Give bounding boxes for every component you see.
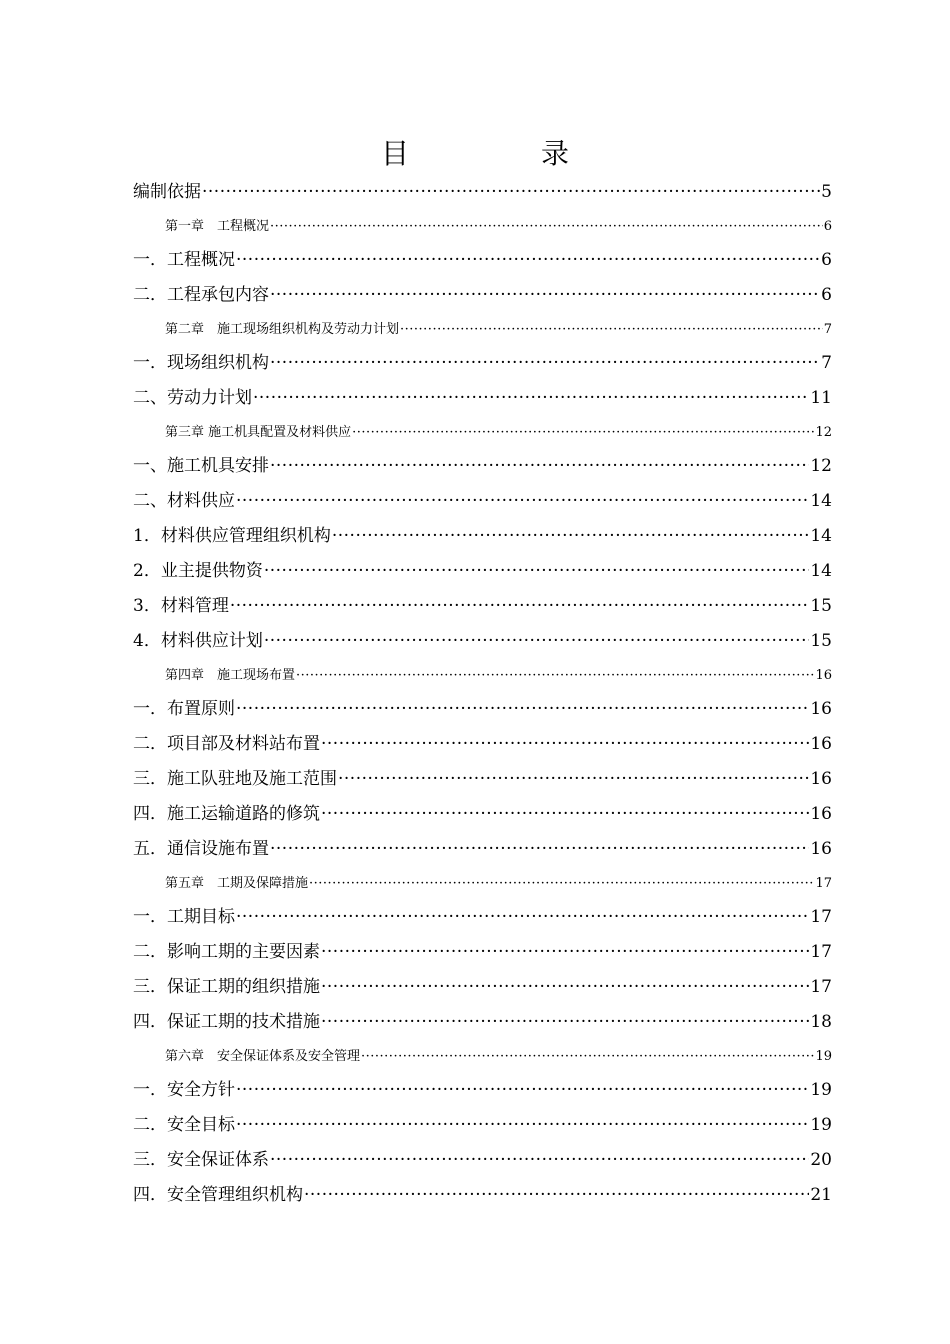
toc-entry-page-number: 15 (810, 631, 832, 651)
toc-leader-dots (338, 764, 809, 794)
toc-leader-dots (236, 1110, 809, 1140)
toc-entry-page-number: 12 (815, 425, 832, 440)
toc-entry-page-number: 16 (810, 804, 832, 824)
toc-leader-dots (321, 1007, 809, 1037)
toc-entry-label: 第四章 施工现场布置 (165, 668, 296, 683)
toc-leader-dots (236, 486, 809, 516)
toc-entry-label: 一．现场组织机构 (133, 353, 269, 373)
toc-entry-page-number: 16 (815, 668, 832, 683)
toc-entry-page-number: 19 (810, 1115, 832, 1135)
toc-entry-label: 二、劳动力计划 (133, 388, 252, 408)
toc-entry-label: 2．业主提供物资 (133, 561, 263, 581)
toc-entry-label: 1．材料供应管理组织机构 (133, 526, 331, 546)
toc-chapter-entry[interactable] (133, 661, 832, 694)
toc-entry-label: 第六章 安全保证体系及安全管理 (165, 1049, 361, 1064)
toc-entry-page-number: 14 (810, 491, 832, 511)
toc-entry[interactable] (133, 937, 832, 972)
toc-entry-page-number: 6 (823, 219, 832, 234)
toc-entry-page-number: 16 (810, 699, 832, 719)
toc-entry-label: 3．材料管理 (133, 596, 229, 616)
toc-leader-dots (236, 694, 809, 724)
toc-entry[interactable] (133, 1145, 832, 1180)
toc-leader-dots (264, 556, 810, 586)
toc-entry-label: 第五章 工期及保障措施 (165, 876, 309, 891)
toc-entry-label: 一．安全方针 (133, 1080, 235, 1100)
toc-entry[interactable] (133, 972, 832, 1007)
toc-leader-dots (236, 902, 809, 932)
toc-entry-label: 第三章 施工机具配置及材料供应 (165, 425, 352, 440)
toc-entry-label: 一．工程概况 (133, 250, 235, 270)
toc-entry-label: 二．工程承包内容 (133, 285, 269, 305)
toc-entry-label: 4．材料供应计划 (133, 631, 263, 651)
toc-leader-dots (270, 348, 820, 378)
toc-leader-dots (321, 729, 809, 759)
toc-leader-dots (321, 972, 809, 1002)
toc-entry-label: 一．工期目标 (133, 907, 235, 927)
toc-entry-label: 一．布置原则 (133, 699, 235, 719)
toc-entry-page-number: 21 (810, 1185, 832, 1205)
toc-entry-page-number: 16 (810, 839, 832, 859)
toc-leader-dots (230, 591, 810, 621)
toc-entry-page-number: 6 (821, 285, 832, 305)
toc-entry[interactable] (133, 729, 832, 764)
toc-entry[interactable] (133, 521, 832, 556)
toc-leader-dots (361, 1042, 814, 1072)
toc-chapter-entry[interactable] (133, 418, 832, 451)
toc-leader-dots (309, 869, 814, 899)
toc-chapter-entry[interactable] (133, 1042, 832, 1075)
toc-entry-page-number: 20 (810, 1150, 832, 1170)
toc-entry[interactable] (133, 902, 832, 937)
toc-entry[interactable] (133, 764, 832, 799)
toc-entry[interactable] (133, 556, 832, 591)
toc-entry-label: 二．安全目标 (133, 1115, 235, 1135)
toc-entry-page-number: 11 (810, 388, 832, 408)
toc-leader-dots (321, 937, 809, 967)
toc-entry-page-number: 19 (815, 1049, 832, 1064)
toc-leader-dots (264, 626, 810, 656)
toc-leader-dots (270, 834, 809, 864)
toc-entry-page-number: 19 (810, 1080, 832, 1100)
toc-entry-label: 四．保证工期的技术措施 (133, 1012, 320, 1032)
toc-entry-page-number: 6 (821, 250, 832, 270)
toc-entry-page-number: 15 (810, 596, 832, 616)
toc-entry[interactable] (133, 834, 832, 869)
toc-entry[interactable] (133, 451, 832, 486)
toc-leader-dots (296, 661, 814, 691)
toc-entry-label: 三．安全保证体系 (133, 1150, 269, 1170)
toc-entry-label: 一、施工机具安排 (133, 456, 269, 476)
toc-entry-page-number: 16 (810, 734, 832, 754)
toc-chapter-entry[interactable] (133, 212, 832, 245)
toc-entry[interactable] (133, 1180, 832, 1215)
toc-leader-dots (270, 451, 809, 481)
toc-leader-dots (400, 315, 823, 345)
toc-entry-label: 四．施工运输道路的修筑 (133, 804, 320, 824)
toc-entry[interactable] (133, 348, 832, 383)
toc-leader-dots (332, 521, 810, 551)
toc-entry-label: 二．影响工期的主要因素 (133, 942, 320, 962)
toc-leader-dots (352, 418, 814, 448)
toc-entry[interactable] (133, 591, 832, 626)
toc-entry-page-number: 5 (821, 182, 832, 202)
toc-leader-dots (202, 177, 820, 207)
toc-entry-label: 第二章 施工现场组织机构及劳动力计划 (165, 322, 400, 337)
toc-entry[interactable] (133, 1110, 832, 1145)
toc-entry-label: 第一章 工程概况 (165, 219, 270, 234)
toc-entry-label: 编制依据 (133, 182, 201, 202)
toc-leader-dots (253, 383, 809, 413)
toc-leader-dots (236, 1075, 809, 1105)
toc-entry-label: 三．施工队驻地及施工范围 (133, 769, 337, 789)
toc-entry[interactable] (133, 1075, 832, 1110)
table-of-contents (133, 177, 832, 1215)
toc-entry[interactable] (133, 383, 832, 418)
toc-leader-dots (270, 212, 823, 242)
toc-entry[interactable] (133, 799, 832, 834)
toc-entry-page-number: 17 (810, 907, 832, 927)
toc-entry[interactable] (133, 626, 832, 661)
toc-leader-dots (321, 799, 809, 829)
toc-entry[interactable] (133, 694, 832, 729)
toc-entry-page-number: 7 (823, 322, 832, 337)
toc-entry[interactable] (133, 1007, 832, 1042)
toc-entry-label: 二．项目部及材料站布置 (133, 734, 320, 754)
toc-entry-label: 四．安全管理组织机构 (133, 1185, 303, 1205)
toc-entry-label: 五．通信设施布置 (133, 839, 269, 859)
toc-entry-page-number: 16 (810, 769, 832, 789)
toc-entry-page-number: 18 (810, 1012, 832, 1032)
page-title: 目 录 (380, 137, 621, 170)
toc-entry-page-number: 14 (810, 561, 832, 581)
toc-leader-dots (270, 280, 820, 310)
toc-entry[interactable] (133, 486, 832, 521)
toc-entry-page-number: 14 (810, 526, 832, 546)
toc-entry[interactable] (133, 177, 832, 212)
toc-entry-label: 二、材料供应 (133, 491, 235, 511)
toc-entry[interactable] (133, 245, 832, 280)
toc-entry-page-number: 17 (815, 876, 832, 891)
toc-entry-page-number: 12 (810, 456, 832, 476)
toc-chapter-entry[interactable] (133, 869, 832, 902)
toc-leader-dots (236, 245, 820, 275)
toc-leader-dots (304, 1180, 809, 1210)
toc-entry[interactable] (133, 280, 832, 315)
toc-chapter-entry[interactable] (133, 315, 832, 348)
toc-entry-label: 三．保证工期的组织措施 (133, 977, 320, 997)
toc-entry-page-number: 17 (810, 977, 832, 997)
toc-leader-dots (270, 1145, 809, 1175)
toc-entry-page-number: 7 (821, 353, 832, 373)
toc-entry-page-number: 17 (810, 942, 832, 962)
